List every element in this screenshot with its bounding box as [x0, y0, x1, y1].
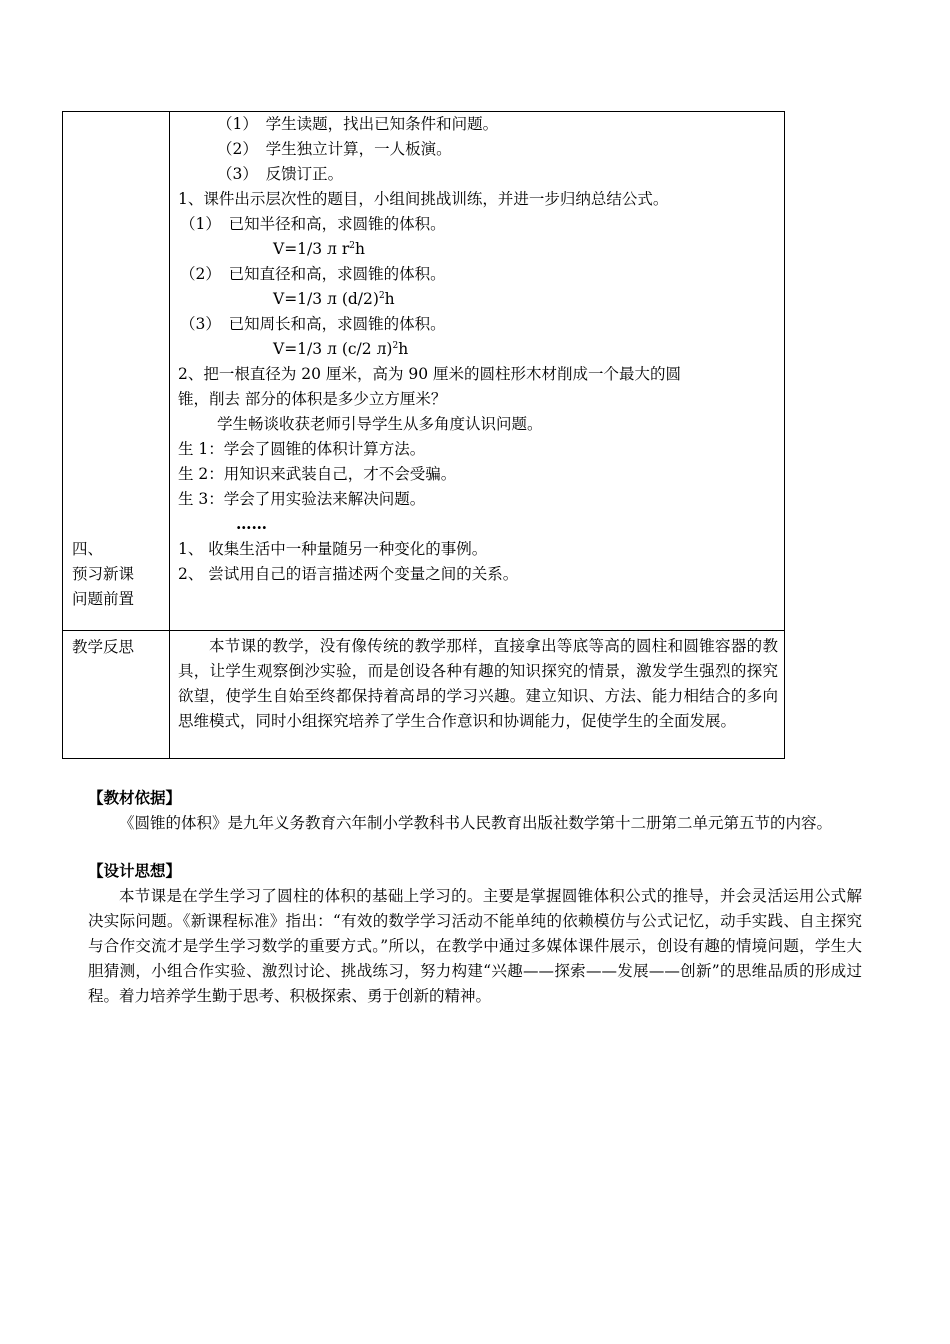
preview-item-2: 2、 尝试用自己的语言描述两个变量之间的关系。 [178, 565, 519, 583]
reflection-label: 教学反思 [72, 638, 135, 656]
ellipsis: …… [236, 514, 267, 533]
step-2: （2） 学生独立计算，一人板演。 [217, 140, 452, 158]
preview-label-3: 问题前置 [72, 590, 135, 608]
step-1: （1） 学生读题，找出已知条件和问题。 [217, 115, 499, 133]
summary-intro: 学生畅谈收获老师引导学生从多角度认识问题。 [217, 415, 543, 433]
student-3: 生 3：学会了用实验法来解决问题。 [178, 490, 426, 508]
preview-item-1: 1、 收集生活中一种量随另一种变化的事例。 [178, 540, 488, 558]
case-3-label: （3） 已知周长和高，求圆锥的体积。 [180, 315, 446, 333]
item-1: 1、课件出示层次性的题目，小组间挑战训练，并进一步归纳总结公式。 [178, 190, 669, 208]
case-2-label: （2） 已知直径和高，求圆锥的体积。 [180, 265, 446, 283]
item-2-line-2: 锥，削去 部分的体积是多少立方厘米？ [178, 390, 447, 408]
student-2: 生 2：用知识来武装自己，才不会受骗。 [178, 465, 457, 483]
item-2-line-1: 2、把一根直径为 20 厘米，高为 90 厘米的圆柱形木材削成一个最大的圆 [178, 365, 682, 383]
table-column-divider [169, 112, 170, 758]
design-text: 本节课是在学生学习了圆柱的体积的基础上学习的。主要是掌握圆锥体积公式的推导，并会灵活运用公式解决实际问题。《新课程标准》指出：“有效的数学学习活动不能单纯的依赖模仿与公式记忆，动手实践、自主探究与合作交流才是学生学习数学的重要方式。”所以，在教学中通过多媒体课件展示，创设有趣的情境问题，学生大胆猜测，小组合作实验、激烈讨论、挑战练习，努力构建“兴趣——探索——发展——创新”的思维品质的形成过程。着力培养学生勤于思考、积极探索、勇于创新的精神。 [88, 887, 862, 1005]
design-heading: 【设计思想】 [88, 861, 182, 880]
reflection-text: 本节课的教学，没有像传统的教学那样，直接拿出等底等高的圆柱和圆锥容器的教具，让学生观察倒沙实验，而是创设各种有趣的知识探究的情景，激发学生强烈的探究欲望，使学生自始至终都保持着高昂的学习兴趣。建立知识、方法、能力相结合的多向思维模式，同时小组探究培养了学生合作意识和协调能力，促使学生的全面发展。 [178, 637, 778, 730]
preview-label-2: 预习新课 [72, 565, 135, 583]
case-3-formula: V=1/3 л (c/2 л)$^2$h [273, 340, 409, 358]
preview-label-1: 四、 [72, 540, 104, 558]
student-1: 生 1：学会了圆锥的体积计算方法。 [178, 440, 426, 458]
case-2-formula: V=1/3 л $(d/2)^2h$ [273, 290, 395, 308]
basis-text: 《圆锥的体积》是九年义务教育六年制小学教科书人民教育出版社数学第十二册第二单元第五节的内容。 [119, 814, 833, 832]
step-3: （3） 反馈订正。 [217, 165, 344, 183]
case-1-label: （1） 已知半径和高，求圆锥的体积。 [180, 215, 446, 233]
case-1-formula: V=1/3 л $r^2h$ [273, 240, 365, 258]
table-row-divider [63, 630, 784, 631]
basis-heading: 【教材依据】 [88, 788, 182, 807]
